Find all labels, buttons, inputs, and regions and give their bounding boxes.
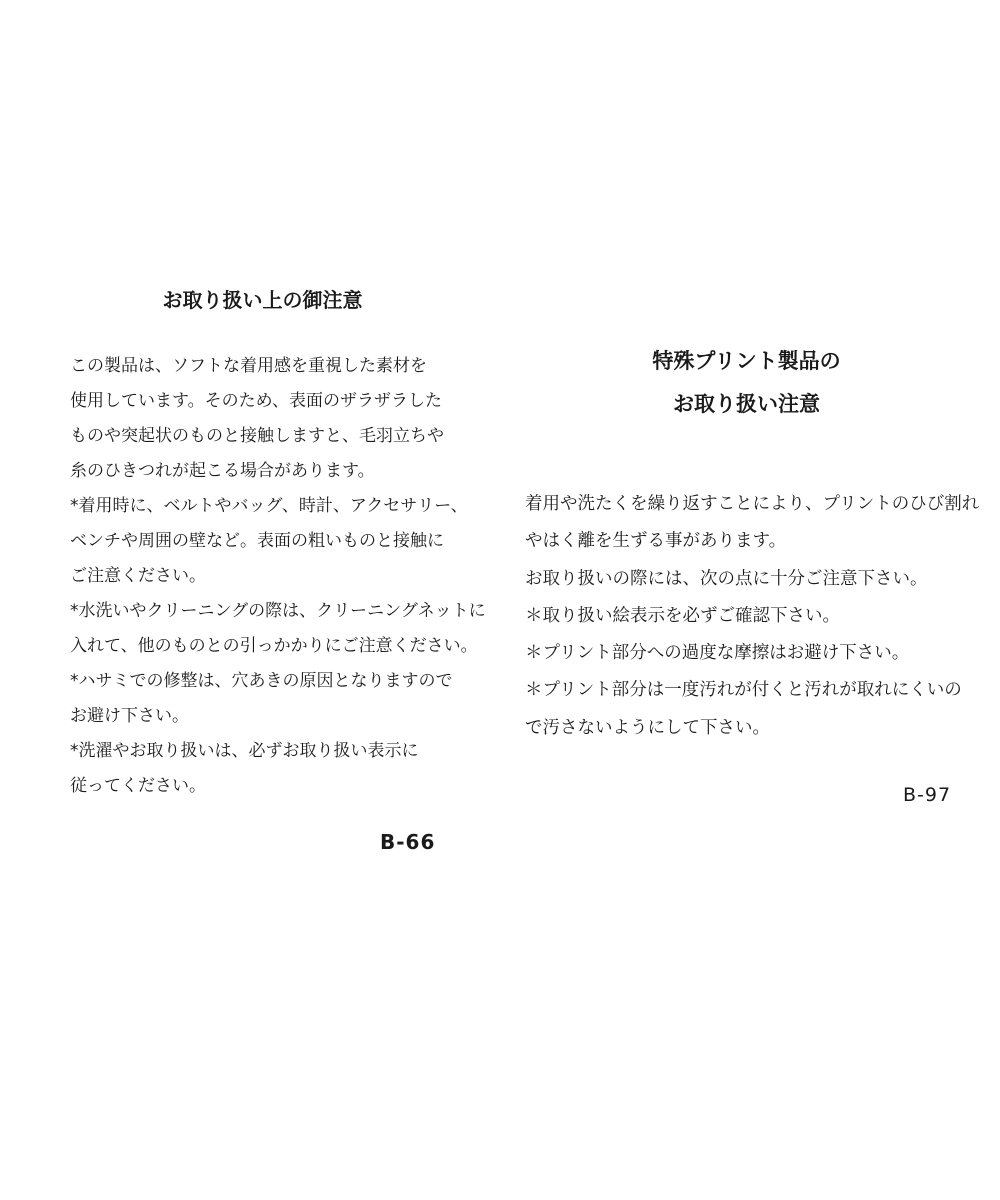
right-notice-title-line1: 特殊プリント製品の	[652, 349, 841, 373]
right-notice-line: やはく離を生ずる事があります。	[525, 531, 787, 552]
left-product-code: B-66	[380, 830, 436, 854]
right-product-code: B-97	[903, 784, 952, 806]
left-notice-line: 糸のひきつれが起こる場合があります。	[70, 461, 375, 481]
left-notice-line: *着用時に、ベルトやバッグ、時計、アクセサリー、	[70, 496, 468, 516]
left-notice-line: *洗濯やお取り扱いは、必ずお取り扱い表示に	[70, 741, 419, 761]
left-notice-body	[60, 349, 486, 804]
right-notice-line: お取り扱いの際には、次の点に十分ご注意下さい。	[525, 568, 928, 589]
right-notice-title	[515, 340, 970, 426]
left-notice-panel	[60, 280, 486, 854]
left-notice-line: ものや突起状のものと接触しますと、毛羽立ちや	[70, 426, 444, 446]
right-notice-line: ＊プリント部分への過度な摩擦はお避け下さい。	[525, 643, 910, 664]
right-notice-title-line2: お取り扱い注意	[673, 392, 820, 416]
right-notice-line: ＊プリント部分は一度汚れが付くと汚れが取れにくいの	[525, 680, 962, 701]
left-notice-line: ご注意ください。	[70, 566, 206, 586]
left-notice-line: お避け下さい。	[70, 706, 189, 726]
left-notice-line: この製品は、ソフトな着用感を重視した素材を	[70, 356, 427, 376]
left-notice-line: ベンチや周囲の壁など。表面の粗いものと接触に	[70, 531, 444, 551]
left-notice-line: 従ってください。	[70, 776, 206, 796]
right-notice-line: ＊取り扱い絵表示を必ずご確認下さい。	[525, 605, 840, 626]
left-notice-line: 入れて、他のものとの引っかかりにご注意ください。	[70, 636, 478, 656]
left-notice-line: *水洗いやクリーニングの際は、クリーニングネットに	[70, 601, 486, 621]
left-notice-line: 使用しています。そのため、表面のザラザラした	[70, 391, 442, 411]
right-notice-body	[515, 486, 980, 747]
right-notice-line: で汚さないようにして下さい。	[525, 717, 770, 738]
right-notice-line: 着用や洗たくを繰り返すことにより、プリントのひび割れ	[525, 494, 980, 514]
left-notice-title: お取り扱い上の御注意	[162, 288, 363, 312]
right-notice-panel	[515, 340, 980, 806]
left-notice-line: *ハサミでの修整は、穴あきの原因となりますので	[70, 671, 453, 691]
